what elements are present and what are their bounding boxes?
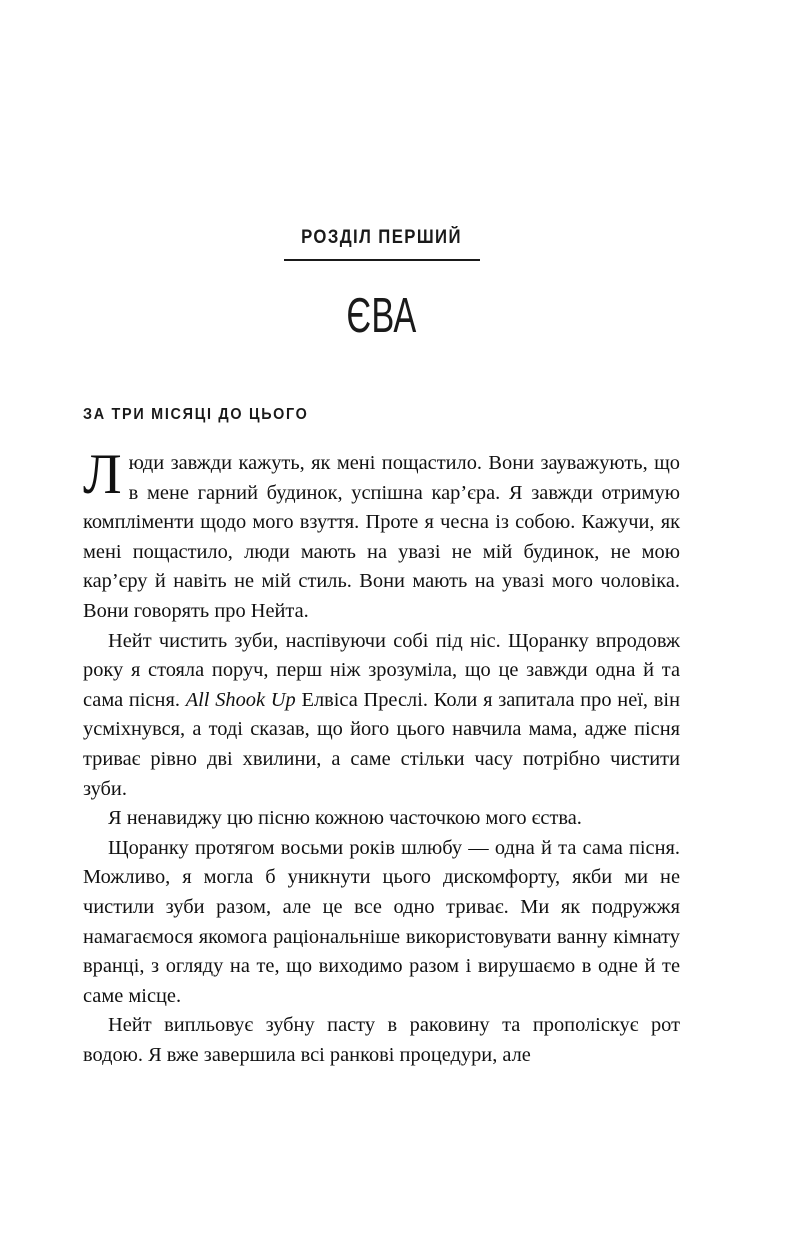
chapter-timestamp-subheading: ЗА ТРИ МІСЯЦІ ДО ЦЬОГО xyxy=(83,406,309,423)
chapter-label: РОЗДІЛ ПЕРШИЙ xyxy=(301,227,462,248)
chapter-divider-rule xyxy=(284,259,480,261)
paragraph-text-after-song-title: Елвіса Преслі. Коли я запитала про неї, він усміхнувся, а тоді сказав, що його цього навчила мама, адже пісня триває рівно дві хвилини, а саме стільки часу потрібно чистити зуби. xyxy=(83,688,680,800)
paragraph-toothpaste: Нейт випльовує зубну пасту в раковину та прополіскує рот водою. Я вже завершила всі ранкові процедури, але xyxy=(83,1014,680,1066)
chapter-header xyxy=(83,228,680,341)
paragraph-hate-song: Я ненавиджу цю пісню кожною часточкою мого єства. xyxy=(108,807,582,830)
paragraph-text-before-song-title: Нейт чистить зуби, наспівуючи собі під ніс. Щоранку впродовж року я стояла поруч, перш ніж зрозуміла, що це завжди одна й та сама пісня. xyxy=(83,629,680,711)
page-content-column xyxy=(83,0,680,1070)
chapter-title: ЄВА xyxy=(346,289,417,343)
paragraph-eight-years: Щоранку протягом восьми років шлюбу — одна й та сама пісня. Можливо, я могла б уникнути цього дискомфорту, якби ми не чистили зуби разом, але це все одно триває. Ми як подружжя намагаємося якомога раціональніше використовувати ванну кімнату вранці, з огляду на те, що виходимо разом і вирушаємо в одне й те саме місце. xyxy=(83,836,680,1007)
paragraph-opening: Люди завжди кажуть, як мені пощастило. Вони зауважують, що в мене гарний будинок, успішна кар’єра. Я завжди отримую компліменти щодо мого взуття. Проте я чесна із собою. Кажучи, як мені пощастило, люди мають на увазі не мій будинок, не мою кар’єру й навіть не мій стиль. Вони мають на увазі мого чоловіка. Вони говорять про Нейта. xyxy=(83,443,680,622)
song-title-italic: All Shook Up xyxy=(185,688,296,711)
paragraph-nate-brushing xyxy=(83,627,680,805)
chapter-body-text xyxy=(83,443,680,1070)
